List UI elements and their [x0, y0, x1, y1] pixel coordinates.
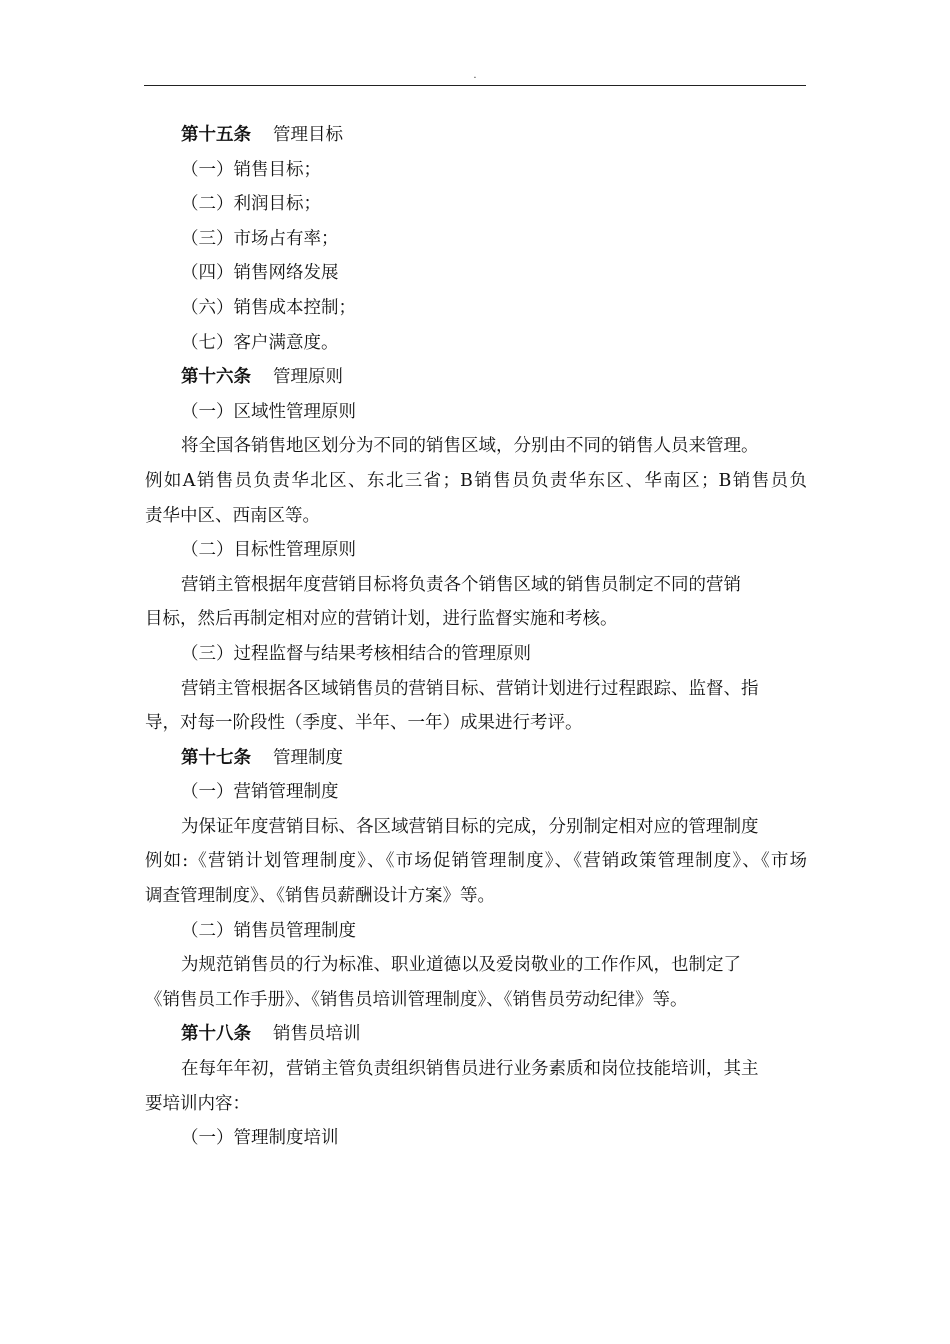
paragraph-line: 导，对每一阶段性（季度、半年、一年）成果进行考评。 [145, 713, 583, 734]
list-item: （三）市场占有率； [181, 228, 339, 249]
list-item: （四）销售网络发展 [181, 263, 339, 284]
list-item: （七）客户满意度。 [181, 332, 339, 353]
paragraph-line: 例如A销售员负责华北区、东北三省；B销售员负责华东区、华南区；B销售员负 [145, 470, 807, 491]
article-title: 销售员培训 [273, 1024, 361, 1045]
paragraph-line: 目标，然后再制定相对应的营销计划，进行监督实施和考核。 [145, 609, 618, 630]
article-title: 管理制度 [273, 747, 343, 768]
list-item: （六）销售成本控制； [181, 297, 356, 318]
section-heading: （三）过程监督与结果考核相结合的管理原则 [181, 643, 531, 664]
paragraph-line: 将全国各销售地区划分为不同的销售区域，分别由不同的销售人员来管理。 [181, 436, 759, 457]
list-item: （一）销售目标； [181, 159, 321, 180]
paragraph-line: 营销主管根据各区域销售员的营销目标、营销计划进行过程跟踪、监督、指 [181, 678, 759, 699]
article-title: 管理目标 [273, 125, 343, 145]
article-title: 管理原则 [273, 367, 343, 388]
article-number: 第十七条 [181, 747, 251, 768]
article-16-heading [145, 360, 807, 395]
paragraph-line: 为规范销售员的行为标准、职业道德以及爱岗敬业的工作作风，也制定了 [181, 955, 741, 976]
paragraph-line: 责华中区、西南区等。 [145, 505, 320, 526]
section-heading: （一）营销管理制度 [181, 782, 339, 803]
paragraph-line: 要培训内容： [145, 1093, 250, 1114]
paragraph-line: 营销主管根据年度营销目标将负责各个销售区域的销售员制定不同的营销 [181, 574, 741, 595]
paragraph-line: 调查管理制度》、《销售员薪酬设计方案》等。 [145, 886, 495, 907]
list-item: （二）利润目标； [181, 194, 321, 215]
document-body [145, 118, 807, 1156]
article-number: 第十五条 [181, 125, 251, 145]
paragraph-line: 为保证年度营销目标、各区域营销目标的完成，分别制定相对应的管理制度 [181, 816, 759, 837]
article-15-heading [145, 118, 807, 153]
article-18-heading [145, 1017, 807, 1052]
article-number: 第十六条 [181, 367, 251, 388]
paragraph-line: 例如:《营销计划管理制度》、《市场促销管理制度》、《营销政策管理制度》、《市场 [145, 851, 807, 872]
section-heading: （二）目标性管理原则 [181, 540, 356, 561]
section-heading: （二）销售员管理制度 [181, 920, 356, 941]
paragraph-line: 《销售员工作手册》、《销售员培训管理制度》、《销售员劳动纪律》等。 [145, 989, 688, 1010]
section-heading: （一）管理制度培训 [181, 1128, 339, 1149]
article-number: 第十八条 [181, 1024, 251, 1045]
header-mark: . [473, 70, 477, 81]
article-17-heading [145, 741, 807, 776]
paragraph-line: 在每年年初，营销主管负责组织销售员进行业务素质和岗位技能培训，其主 [181, 1059, 759, 1080]
section-heading: （一）区域性管理原则 [181, 401, 356, 422]
header-rule [144, 85, 806, 86]
